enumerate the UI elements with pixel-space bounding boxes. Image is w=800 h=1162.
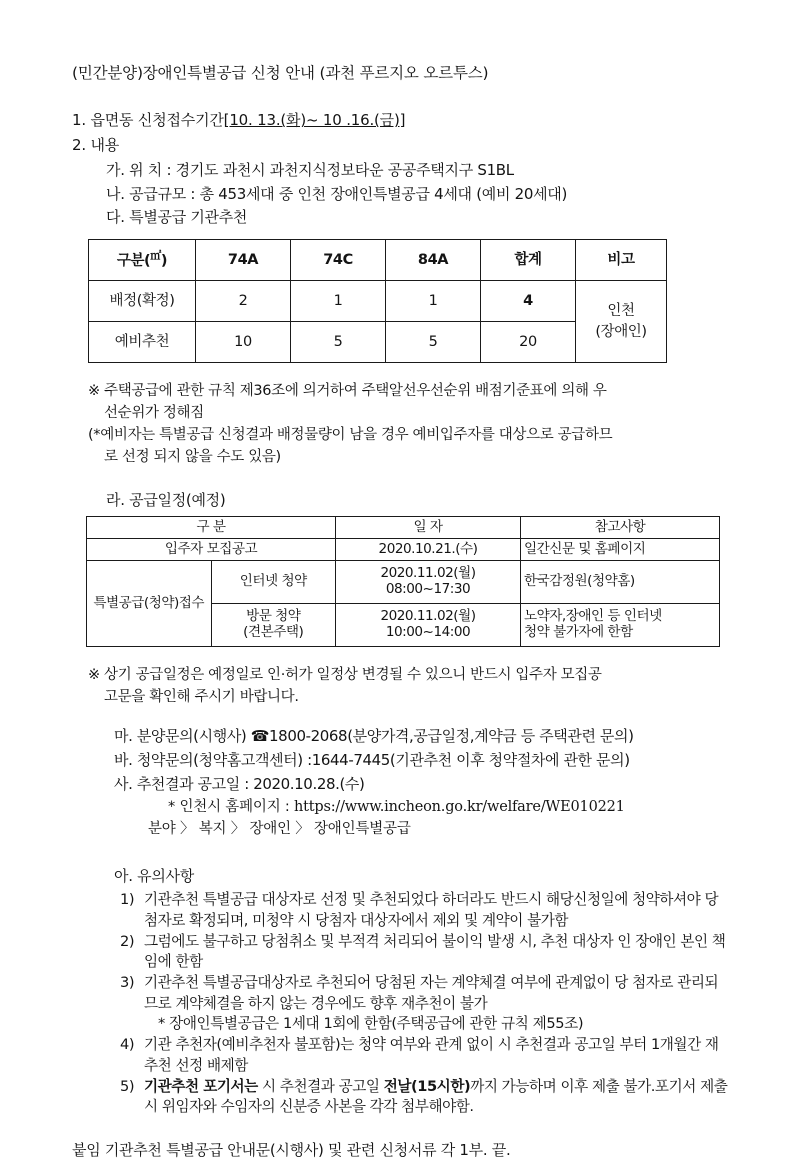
closing-line: 붙임 기관추천 특별공급 안내문(시행사) 및 관련 신청서류 각 1부. 끝.: [72, 1141, 511, 1159]
list-item: [120, 1077, 728, 1118]
sales-phone-number: 1800-2068: [269, 727, 348, 746]
header-cell-74a: 74A: [196, 240, 291, 281]
notice-5-bold-2: 전날(15시한): [383, 1077, 471, 1095]
header-cell-division: 구 분: [87, 517, 336, 539]
notice-1-line-1: 기관추천 특별공급 대상자로 선정 및 추천되었다 하더라도 반드시 해당신청일에: [144, 891, 628, 909]
regulation-note-line-2: 선순위가 정해짐: [104, 405, 204, 422]
notice-marker-1: 1): [120, 891, 135, 909]
cell-confirmed-74c: 1: [291, 281, 386, 322]
sales-contact-detail: (분양가격,공급일정,계약금 등 주택관련 문의): [347, 727, 634, 746]
notice-5-line-2: 불가.포기서 제출시 위임자와 수임자의 신분증 사본을 각각 첨부해야함.: [144, 1077, 728, 1116]
list-item: [120, 932, 728, 973]
result-announcement-line: [72, 774, 728, 796]
list-item: [120, 973, 728, 1035]
notice-3-line-1: 기관추천 특별공급대상자로 추천되어 당첨된 자는 계약체결 여부에 관계없이 당: [144, 973, 628, 991]
notice-5-mid-2: 까지 가능하며 이후 제출: [470, 1077, 620, 1095]
table-row: [87, 561, 720, 604]
header-cell-74c: 74C: [291, 240, 386, 281]
allocation-table: [88, 239, 667, 363]
cell-internet-remark: 한국감정원(청약홈): [521, 561, 720, 604]
notice-marker-2: 2): [120, 932, 135, 950]
cell-application-category: 특별공급(청약)접수: [87, 561, 212, 647]
scale-label: 나. 공급규모 :: [106, 184, 200, 203]
regulation-note-line-4: 로 선정 되지 않을 수도 있음): [104, 449, 281, 466]
homepage-url[interactable]: https://www.incheon.go.kr/welfare/WE010221: [294, 799, 625, 816]
notice-marker-4: 4): [120, 1036, 135, 1054]
internet-date-line-1: 2020.11.02(월): [380, 565, 476, 582]
visit-date-line-2: 10:00~14:00: [385, 624, 471, 641]
header-cell-category: [89, 240, 196, 281]
header-cell-remark: 비고: [576, 240, 667, 281]
application-period-value: [10. 13.(화)~ 10 .16.(금)]: [223, 111, 406, 130]
schedule-note-line-1: ※ 상기 공급일정은 예정일로 인·허가 일정상 변경될 수 있으니 반드시 입주자 모집공: [88, 667, 602, 684]
cell-visit-subcategory: [211, 604, 336, 647]
notice-1-line-3: 불가함: [527, 911, 569, 929]
breadcrumb: 분야 〉 복지 〉 장애인 〉 장애인특별공급: [148, 821, 411, 838]
sales-contact-label: 마. 분양문의(시행사): [114, 727, 251, 746]
notice-3-sub-note: * 장애인특별공급은 1세대 1회에 한함(주택공급에 관한 규칙 제55조): [158, 1015, 584, 1033]
internet-date-line-2: 08:00~17:30: [385, 581, 471, 598]
cell-announcement-remark: 일간신문 및 홈페이지: [521, 539, 720, 561]
homepage-line: [72, 797, 728, 818]
cell-reserve-total: 20: [481, 322, 576, 363]
location-line: [72, 160, 728, 182]
result-announcement-label: 사. 추천결과 공고일 :: [114, 774, 254, 793]
cell-confirmed-74a: 2: [196, 281, 291, 322]
header-cell-date: 일 자: [336, 517, 521, 539]
location-label: 가. 위 치 :: [106, 160, 176, 179]
telephone-icon: ☎: [250, 727, 270, 746]
header-cell-84a: 84A: [386, 240, 481, 281]
header-text-category: 구분(㎡): [116, 249, 168, 270]
remark-line-2: (장애인): [595, 323, 647, 340]
application-period-line: [72, 110, 728, 132]
sales-contact-line: [72, 726, 728, 748]
table-row: [87, 539, 720, 561]
header-cell-total: 합계: [481, 240, 576, 281]
cell-announcement-category: 입주자 모집공고: [87, 539, 336, 561]
visit-remark-line-1: 노약자,장애인 등 인터넷: [524, 608, 662, 625]
regulation-note: [72, 381, 728, 468]
cell-internet-subcategory: 인터넷 청약: [211, 561, 336, 604]
location-value: 경기도 과천시 과천지식정보타운 공공주택지구 S1BL: [175, 160, 514, 179]
notice-1-line-2: 청약하셔야 당첨자로 확정되며, 미청약 시 당첨자 대상자에서 제외 및 계약이: [144, 891, 719, 929]
schedule-heading: 라. 공급일정(예정): [106, 491, 226, 510]
notice-4-line-2: 부터 1개월간 재추천 선정 배제함: [144, 1036, 719, 1074]
list-item: [120, 1035, 728, 1076]
cell-reserve-84a: 5: [386, 322, 481, 363]
regulation-note-line-1: ※ 주택공급에 관한 규칙 제36조에 의거하여 주택알선우선순위 배점기준표에 의해 우: [88, 383, 607, 400]
visit-date-line-1: 2020.11.02(월): [380, 608, 476, 625]
table-row: [89, 281, 667, 322]
square-meter-unit: ㎡: [150, 249, 161, 263]
notice-5-mid-1: 시 추천결과 공고일: [257, 1077, 384, 1095]
application-period-label: 1. 읍면동 신청접수기간: [72, 111, 224, 130]
notice-marker-5: 5): [120, 1077, 135, 1095]
table-header-row: [89, 240, 667, 281]
list-item: [120, 890, 728, 931]
page-title: (민간분양)장애인특별공급 신청 안내 (과천 푸르지오 오르투스): [72, 64, 489, 82]
notice-2-line-1: 그럼에도 불구하고 당첨취소 및 부적격 처리되어 불이익 발생 시, 추천 대상자: [144, 932, 614, 950]
scale-line: [72, 184, 728, 206]
result-announcement-date: 2020.10.28.(수): [253, 774, 365, 793]
cell-visit-remark: [521, 604, 720, 647]
homepage-label: * 인천시 홈페이지 :: [168, 799, 295, 816]
notice-2-line-2: 인 장애인 본인 책임에 한함: [144, 932, 726, 971]
visit-subcategory-line-2: (견본주택): [243, 624, 304, 641]
regulation-note-line-3: (*예비자는 특별공급 신청결과 배정물량이 남을 경우 예비입주자를 대상으로 공급하므: [88, 427, 613, 444]
subscription-contact-line: [72, 750, 728, 772]
special-supply-line: 다. 특별공급 기관추천: [106, 208, 248, 227]
row-label-confirmed: 배정(확정): [89, 281, 196, 322]
header-cell-note: 참고사항: [521, 517, 720, 539]
cell-internet-date: [336, 561, 521, 604]
cell-confirmed-total: 4: [481, 281, 576, 322]
cell-reserve-74c: 5: [291, 322, 386, 363]
schedule-note-line-2: 고문을 확인해 주시기 바랍니다.: [104, 689, 299, 706]
schedule-table: [86, 516, 720, 647]
row-label-reserve: 예비추천: [89, 322, 196, 363]
notice-marker-3: 3): [120, 973, 135, 991]
subscription-phone-number: 1644-7445: [311, 750, 390, 769]
subscription-contact-detail: (기관추천 이후 청약절차에 관한 문의): [389, 750, 630, 769]
scale-value: 총 453세대 중 인천 장애인특별공급 4세대 (예비 20세대): [199, 184, 568, 203]
notices-list: [72, 890, 728, 1118]
notice-4-line-1: 기관 추천자(예비추천자 불포함)는 청약 여부와 관계 없이 시 추천결과 공고일: [144, 1036, 616, 1054]
visit-remark-line-2: 청약 불가자에 한함: [524, 624, 633, 641]
cell-reserve-74a: 10: [196, 322, 291, 363]
content-heading: 2. 내용: [72, 136, 120, 155]
cell-visit-date: [336, 604, 521, 647]
remark-line-1: 인천: [607, 302, 635, 319]
cell-confirmed-84a: 1: [386, 281, 481, 322]
notices-heading: 아. 유의사항: [114, 867, 194, 886]
cell-remark-merged: [576, 281, 667, 363]
notice-3-line-2: 첨자로 관리되므로 계약체결을 하지 않는 경우에도 향후 재추천이 불가: [144, 973, 719, 1012]
subscription-contact-label: 바. 청약문의(청약홈고객센터) :: [114, 750, 312, 769]
visit-subcategory-line-1: 방문 청약: [246, 608, 301, 625]
table-header-row: [87, 517, 720, 539]
notice-5-bold-1: 기관추천 포기서는: [144, 1077, 258, 1095]
schedule-note: [72, 665, 728, 708]
cell-announcement-date: 2020.10.21.(수): [336, 539, 521, 561]
